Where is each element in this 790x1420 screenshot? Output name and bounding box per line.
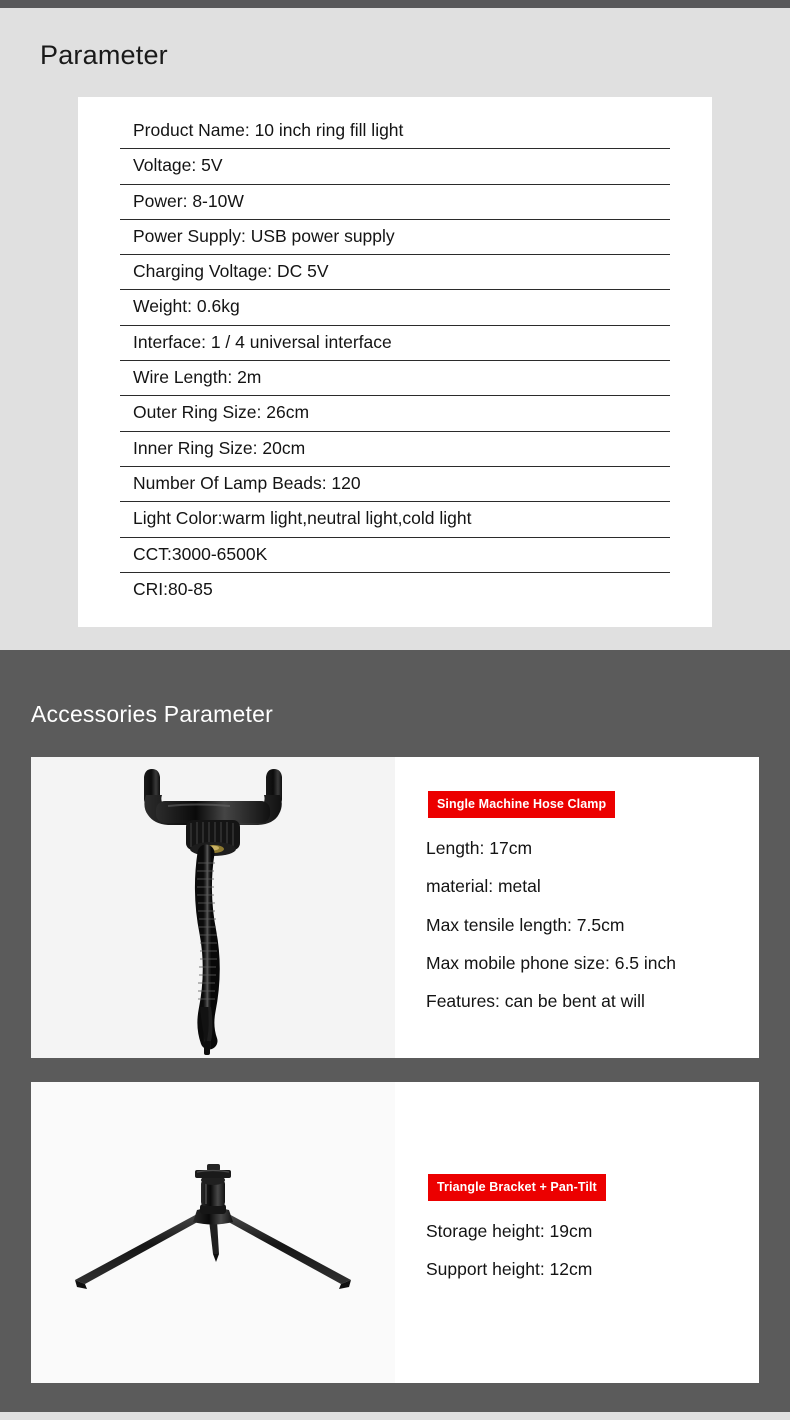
spec-row: Outer Ring Size: 26cm	[120, 396, 670, 431]
parameter-spec-card	[78, 97, 712, 627]
spec-row: Power: 8-10W	[120, 185, 670, 220]
spec-row: Light Color:warm light,neutral light,cold light	[120, 502, 670, 537]
spec-row: Power Supply: USB power supply	[120, 220, 670, 255]
accessory-card	[31, 757, 759, 1058]
spec-row: CCT:3000-6500K	[120, 538, 670, 573]
accessory-spec-lines	[426, 1212, 592, 1289]
accessory-image-pane	[31, 757, 395, 1058]
accessory-text-pane	[395, 1082, 759, 1383]
spec-row: CRI:80-85	[133, 578, 213, 599]
accessory-spec-line: material: metal	[426, 876, 541, 897]
status-badge: Triangle Bracket + Pan-Tilt	[428, 1174, 606, 1201]
accessory-text-pane	[395, 757, 759, 1058]
accessory-spec-line: Length: 17cm	[426, 838, 533, 858]
accessory-spec-line: Support height: 12cm	[426, 1259, 593, 1280]
bottom-divider-bar	[0, 1412, 790, 1420]
accessory-spec-line: Max mobile phone size: 6.5 inch	[426, 952, 676, 973]
spec-row: Inner Ring Size: 20cm	[120, 432, 670, 467]
spec-row: Interface: 1 / 4 universal interface	[120, 326, 670, 361]
status-badge: Single Machine Hose Clamp	[428, 791, 615, 818]
accessory-card	[31, 1082, 759, 1383]
badge-wrap	[428, 1174, 606, 1201]
accessory-spec-lines	[426, 829, 676, 1020]
tripod-bracket-icon	[63, 1158, 363, 1308]
spec-row: Weight: 0.6kg	[120, 290, 670, 325]
accessories-section	[0, 650, 790, 1412]
accessory-spec-line: Max tensile length: 7.5cm	[426, 914, 625, 935]
spec-row: Product Name: 10 inch ring fill light	[120, 114, 670, 149]
spec-row: Charging Voltage: DC 5V	[120, 255, 670, 290]
page-title: Parameter	[40, 40, 168, 70]
parameter-section	[0, 8, 790, 650]
spec-row: Voltage: 5V	[120, 149, 670, 184]
badge-wrap	[428, 791, 615, 818]
accessory-spec-line: Features: can be bent at will	[426, 991, 645, 1012]
spec-row: Number Of Lamp Beads: 120	[120, 467, 670, 502]
accessory-spec-line: Storage height: 19cm	[426, 1221, 593, 1241]
top-divider-bar	[0, 0, 790, 8]
accessory-image-pane	[31, 1082, 395, 1383]
hose-clamp-icon	[128, 757, 298, 1058]
accessories-section-title: Accessories Parameter	[31, 701, 273, 727]
spec-row: Wire Length: 2m	[120, 361, 670, 396]
spec-list	[120, 114, 670, 608]
